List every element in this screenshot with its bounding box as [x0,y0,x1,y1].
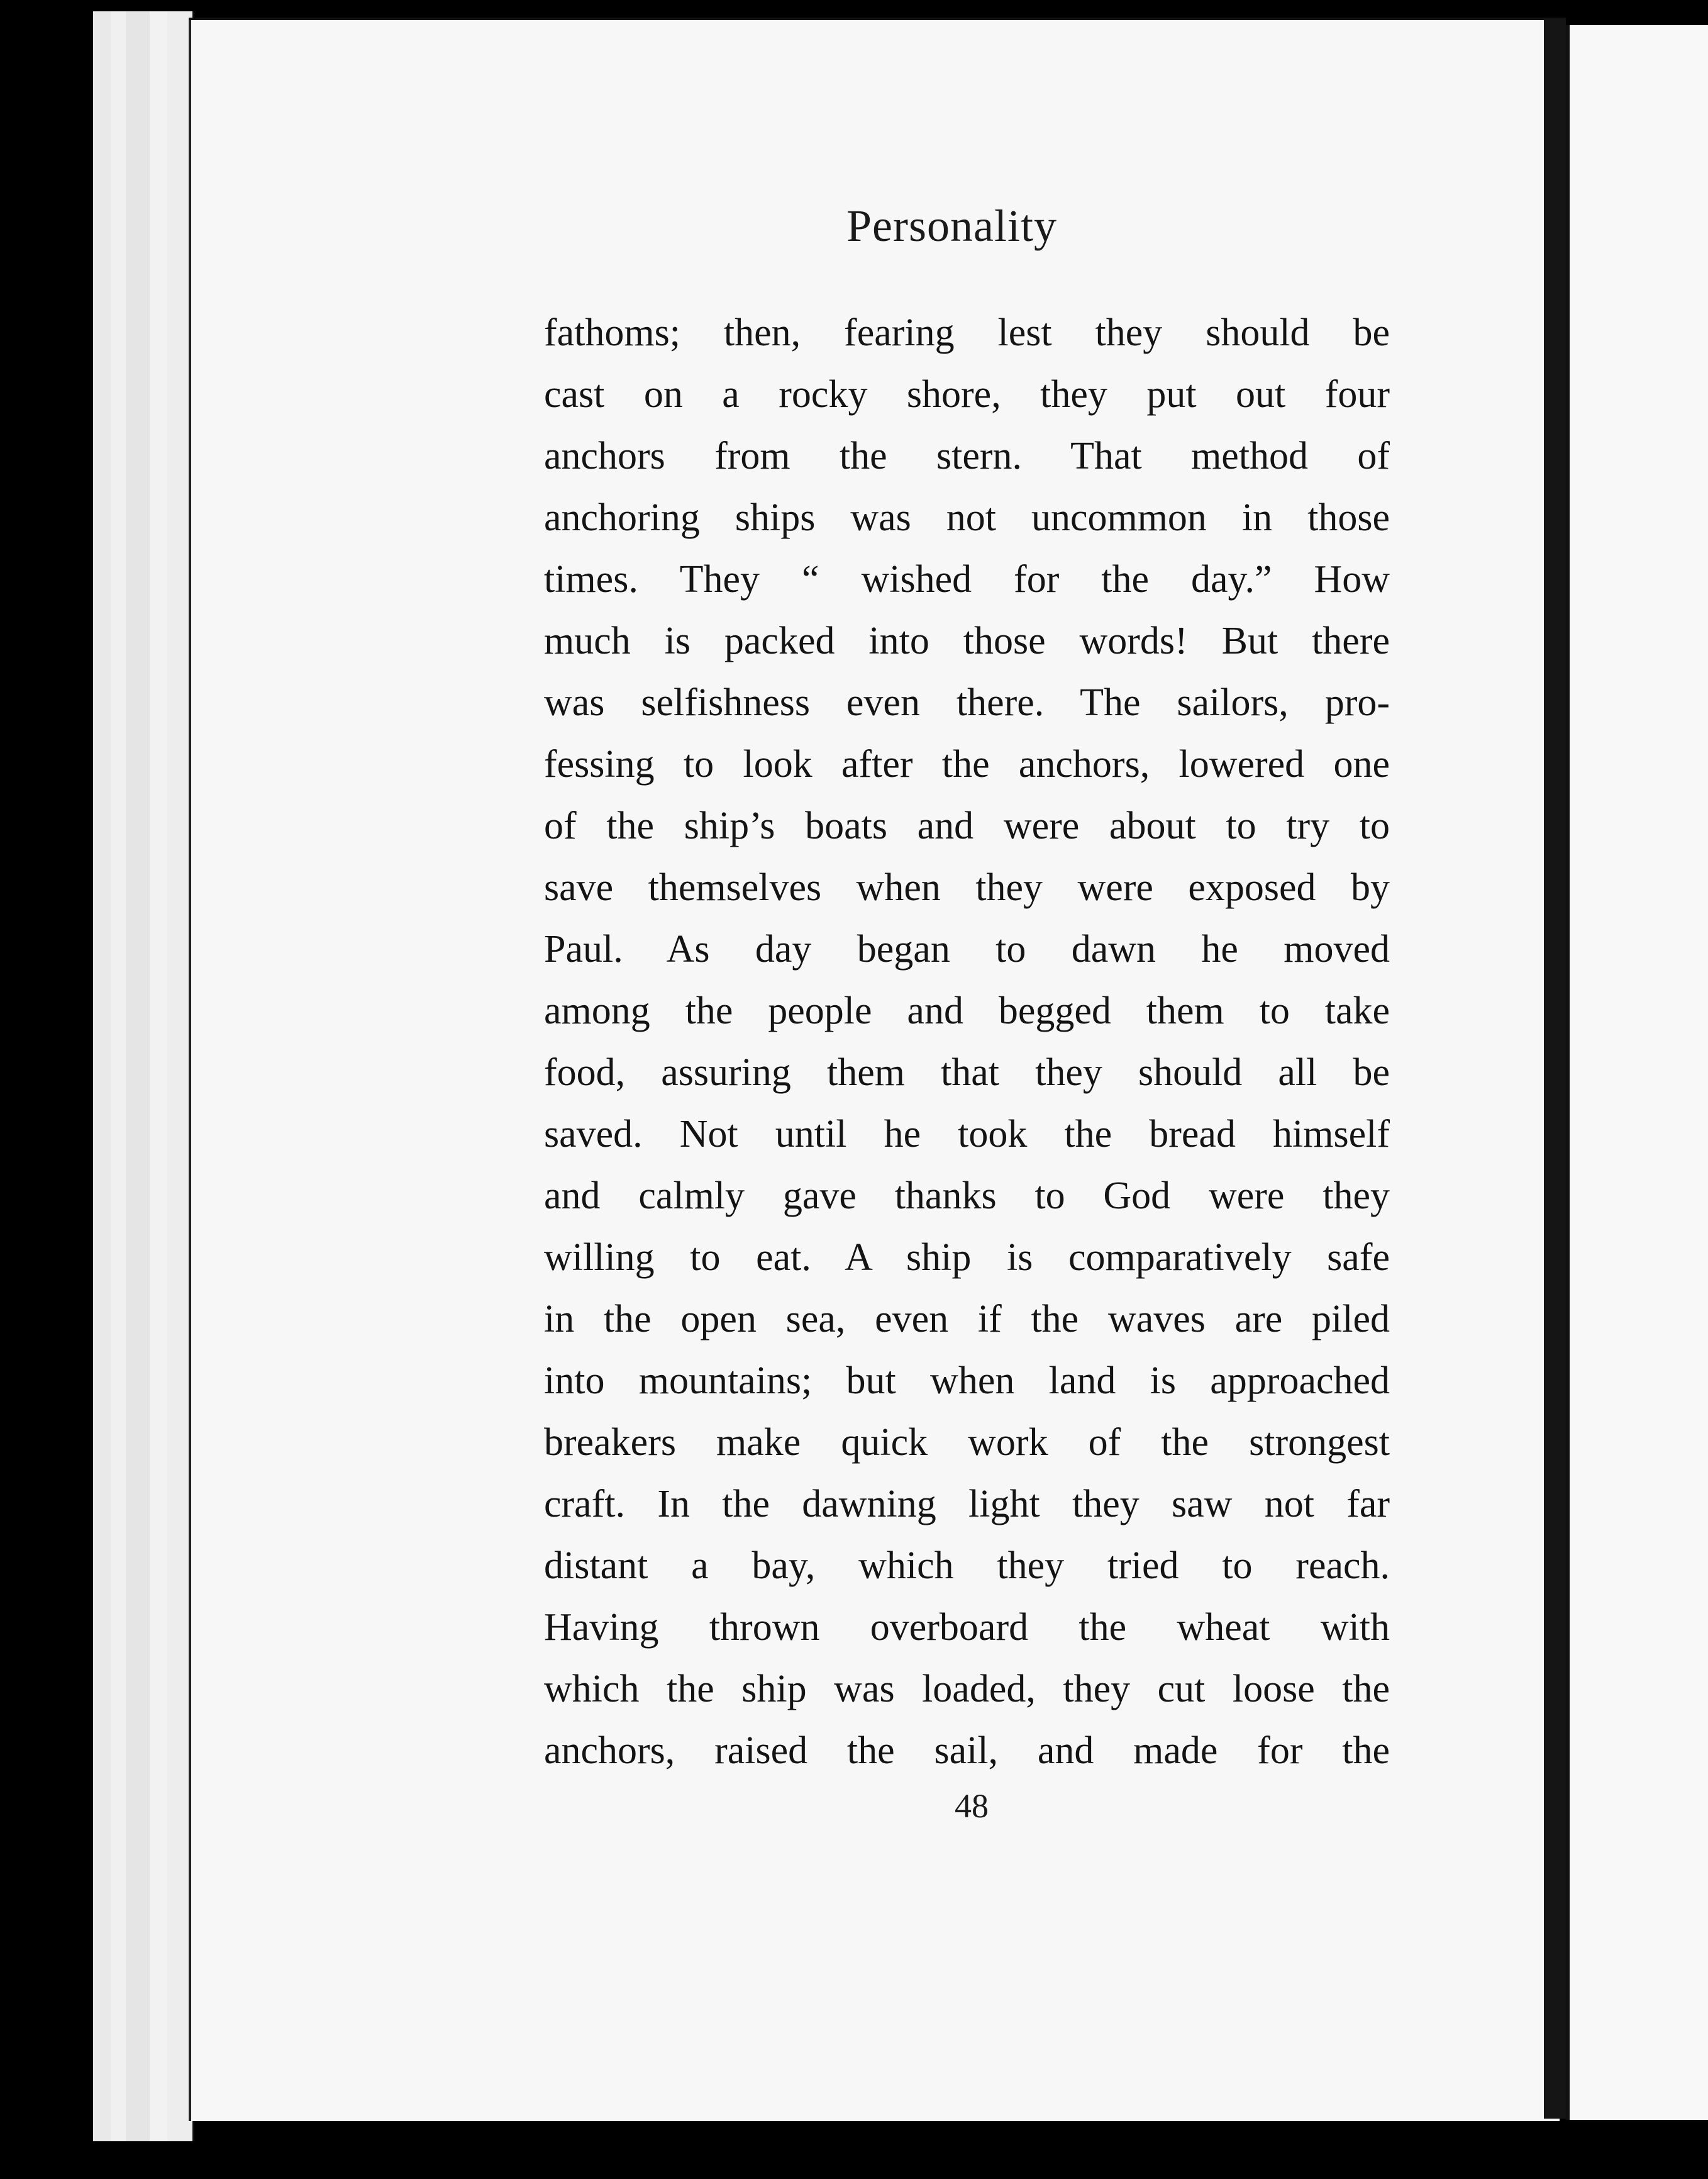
text-line: craft. In the dawning light they saw not far [544,1483,1390,1525]
facing-page-edge [1566,25,1708,2120]
text-line: willing to eat. A ship is comparatively safe [544,1236,1390,1279]
running-head: Personality [846,201,1057,251]
text-line: Having thrown overboard the wheat with [544,1606,1390,1649]
text-line: save themselves when they were exposed by [544,866,1390,909]
text-line: into mountains; but when land is approached [544,1359,1390,1402]
text-line: distant a bay, which they tried to reach. [544,1544,1390,1587]
text-line: which the ship was loaded, they cut loose the [544,1668,1390,1710]
text-line: fessing to look after the anchors, lowered one [544,743,1390,786]
text-line: anchoring ships was not uncommon in those [544,496,1390,539]
text-line: of the ship’s boats and were about to try to [544,805,1390,847]
text-line: fathoms; then, fearing lest they should be [544,311,1390,354]
text-line: times. They “ wished for the day.” How [544,558,1390,601]
text-line: much is packed into those words! But there [544,620,1390,662]
body-text [544,302,1390,1781]
text-line: food, assuring them that they should all be [544,1051,1390,1094]
text-line: was selfishness even there. The sailors, pro- [544,681,1390,724]
text-line: Paul. As day began to dawn he moved [544,928,1390,971]
text-line: anchors from the stern. That method of [544,435,1390,477]
text-line: breakers make quick work of the strongest [544,1421,1390,1464]
spine-shadow [1544,18,1566,2119]
page-edge [126,11,153,2141]
text-line: and calmly gave thanks to God were they [544,1174,1390,1217]
text-line: among the people and begged them to take [544,989,1390,1032]
text-line: anchors, raised the sail, and made for the [544,1729,1390,1772]
text-line: saved. Not until he took the bread himself [544,1113,1390,1156]
page-number: 48 [955,1787,989,1825]
text-line: in the open sea, even if the waves are piled [544,1298,1390,1340]
text-line: cast on a rocky shore, they put out four [544,373,1390,416]
